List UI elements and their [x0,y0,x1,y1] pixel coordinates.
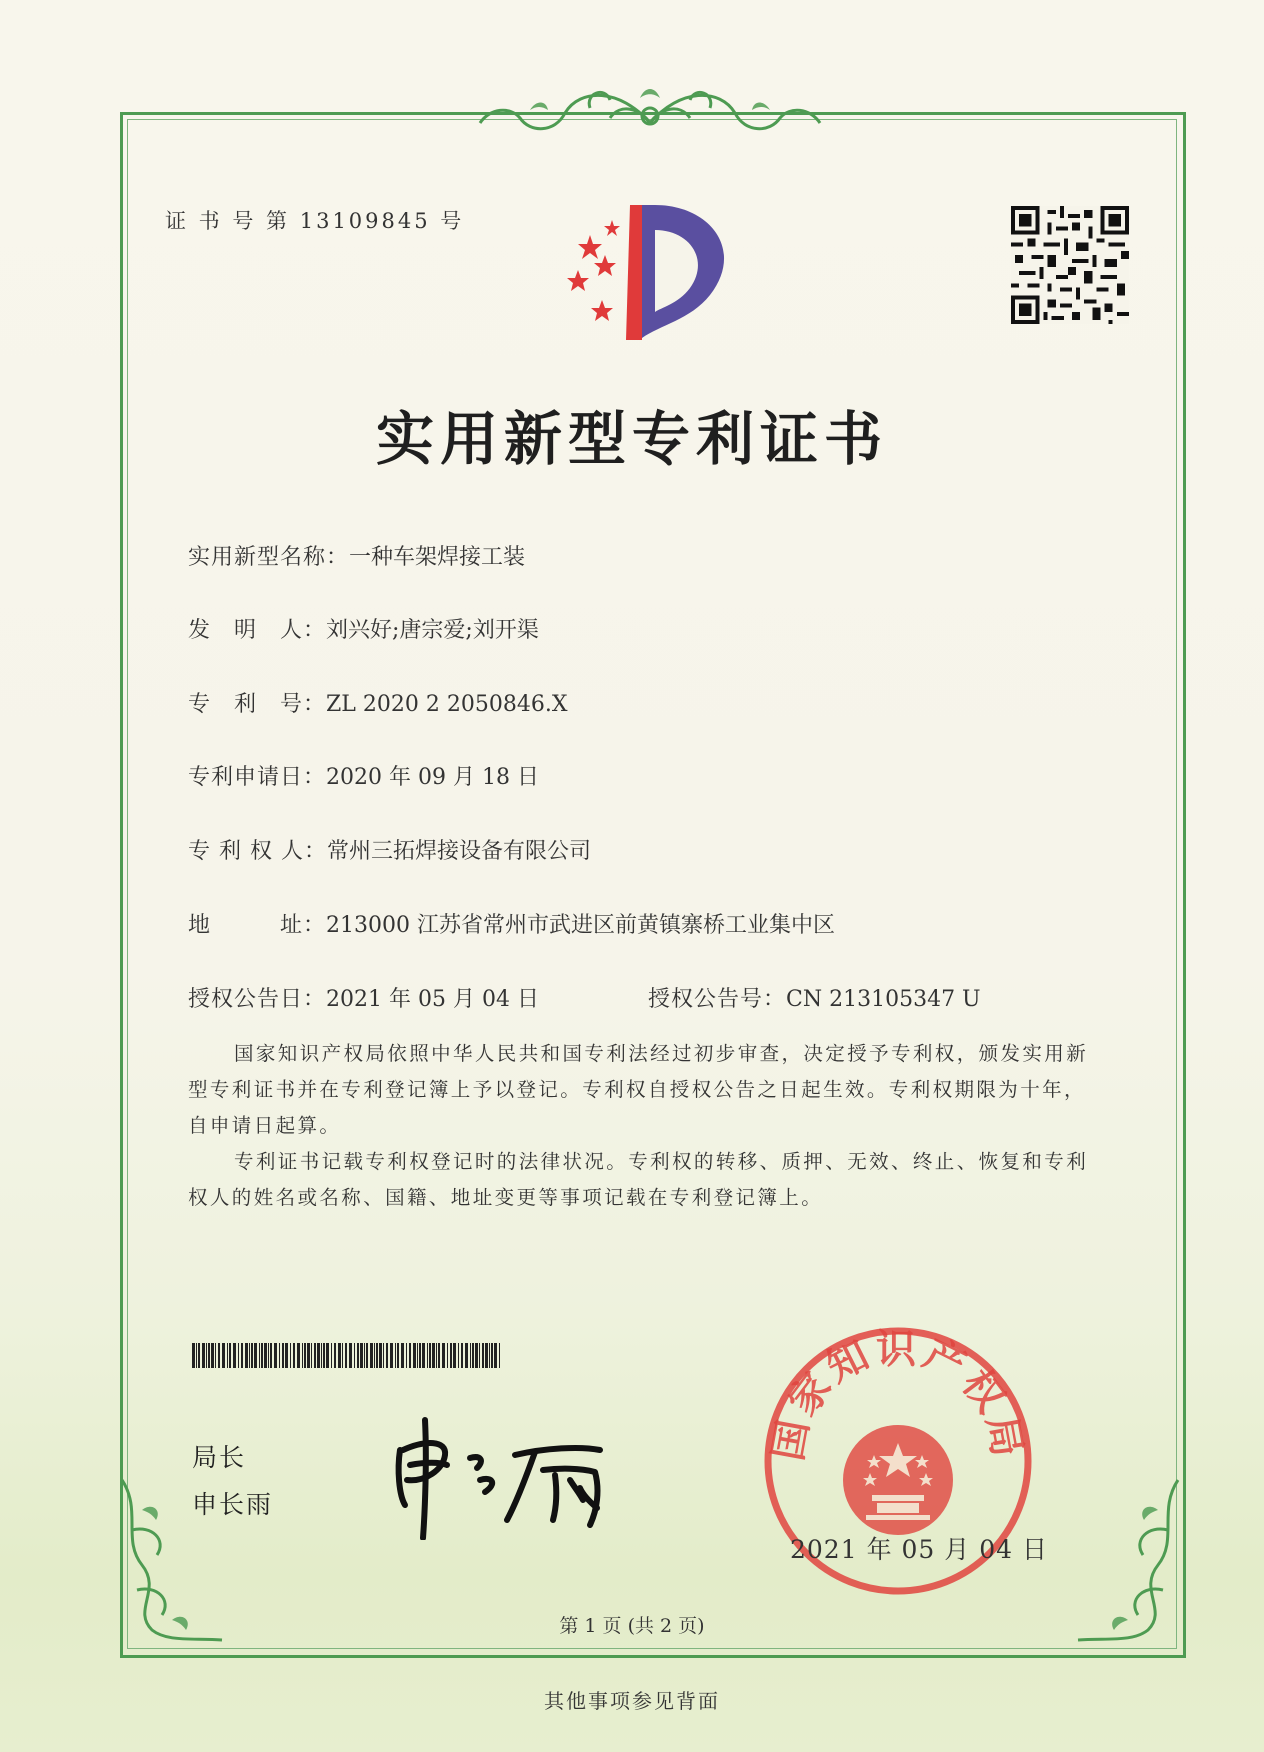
field-value: 213000 江苏省常州市武进区前黄镇寨桥工业集中区 [326,913,835,938]
footer-note: 其他事项参见背面 [544,1689,720,1713]
field-value: 一种车架焊接工装 [349,545,526,570]
field-value: 常州三拓焊接设备有限公司 [326,839,591,864]
field-address [188,908,835,939]
field-label: 地 址： [188,913,327,938]
director-title: 局长 [192,1443,247,1472]
field-label: 发 明 人： [188,618,327,643]
seal-date: 2021 年 05 月 04 日 [790,1535,1048,1564]
field-announcement-date [188,982,539,1013]
field-utility-model-name [188,540,525,571]
field-value: 2021 年 05 月 04 日 [326,987,539,1012]
page-number: 第 1 页 (共 2 页) [559,1615,705,1637]
statement-paragraph-2: 专利证书记载专利权登记时的法律状况。专利权的转移、质押、无效、终止、恢复和专利权人的姓名或名称、国籍、地址变更等事项记载在专利登记簿上。 [188,1150,1089,1209]
field-value: 2020 年 09 月 18 日 [326,765,539,790]
seal-text: 国家知识产权局 [765,1326,1031,1465]
certificate-number [165,205,464,235]
top-ornament [470,78,830,148]
statement-paragraph-1: 国家知识产权局依照中华人民共和国专利法经过初步审查，决定授予专利权，颁发实用新型专利证书并在专利登记簿上予以登记。专利权自授权公告之日起生效。专利权期限为十年，自申请日起算。 [188,1042,1089,1137]
certificate-number-value: 13109845 [299,209,431,233]
director-name: 申长雨 [192,1490,274,1519]
field-label: 实用新型名称： [188,545,350,570]
certificate-title: 实用新型专利证书 [375,405,888,473]
field-label: 专利申请日： [188,765,327,790]
field-label: 授权公告号： [648,987,787,1012]
field-patentee [188,834,591,865]
cnipa-logo [560,200,740,345]
certificate-statement [188,1036,1106,1216]
field-label: 专 利 号： [188,692,327,717]
qr-code [1011,206,1129,324]
field-value: CN 213105347 U [786,987,981,1012]
director-signature [385,1410,645,1540]
certificate-number-label: 证 书 号 第 [165,209,291,233]
field-value: 刘兴好;唐宗爱;刘开渠 [326,618,539,643]
field-label: 授权公告日： [188,987,327,1012]
certificate-number-suffix: 号 [440,209,465,233]
field-value: ZL 2020 2 2050846.X [326,692,568,717]
field-label: 专 利 权 人： [188,839,327,864]
barcode [192,1343,502,1368]
field-application-date [188,760,539,791]
field-inventors [188,613,539,644]
field-announcement-number [648,982,981,1013]
field-patent-number [188,687,568,718]
